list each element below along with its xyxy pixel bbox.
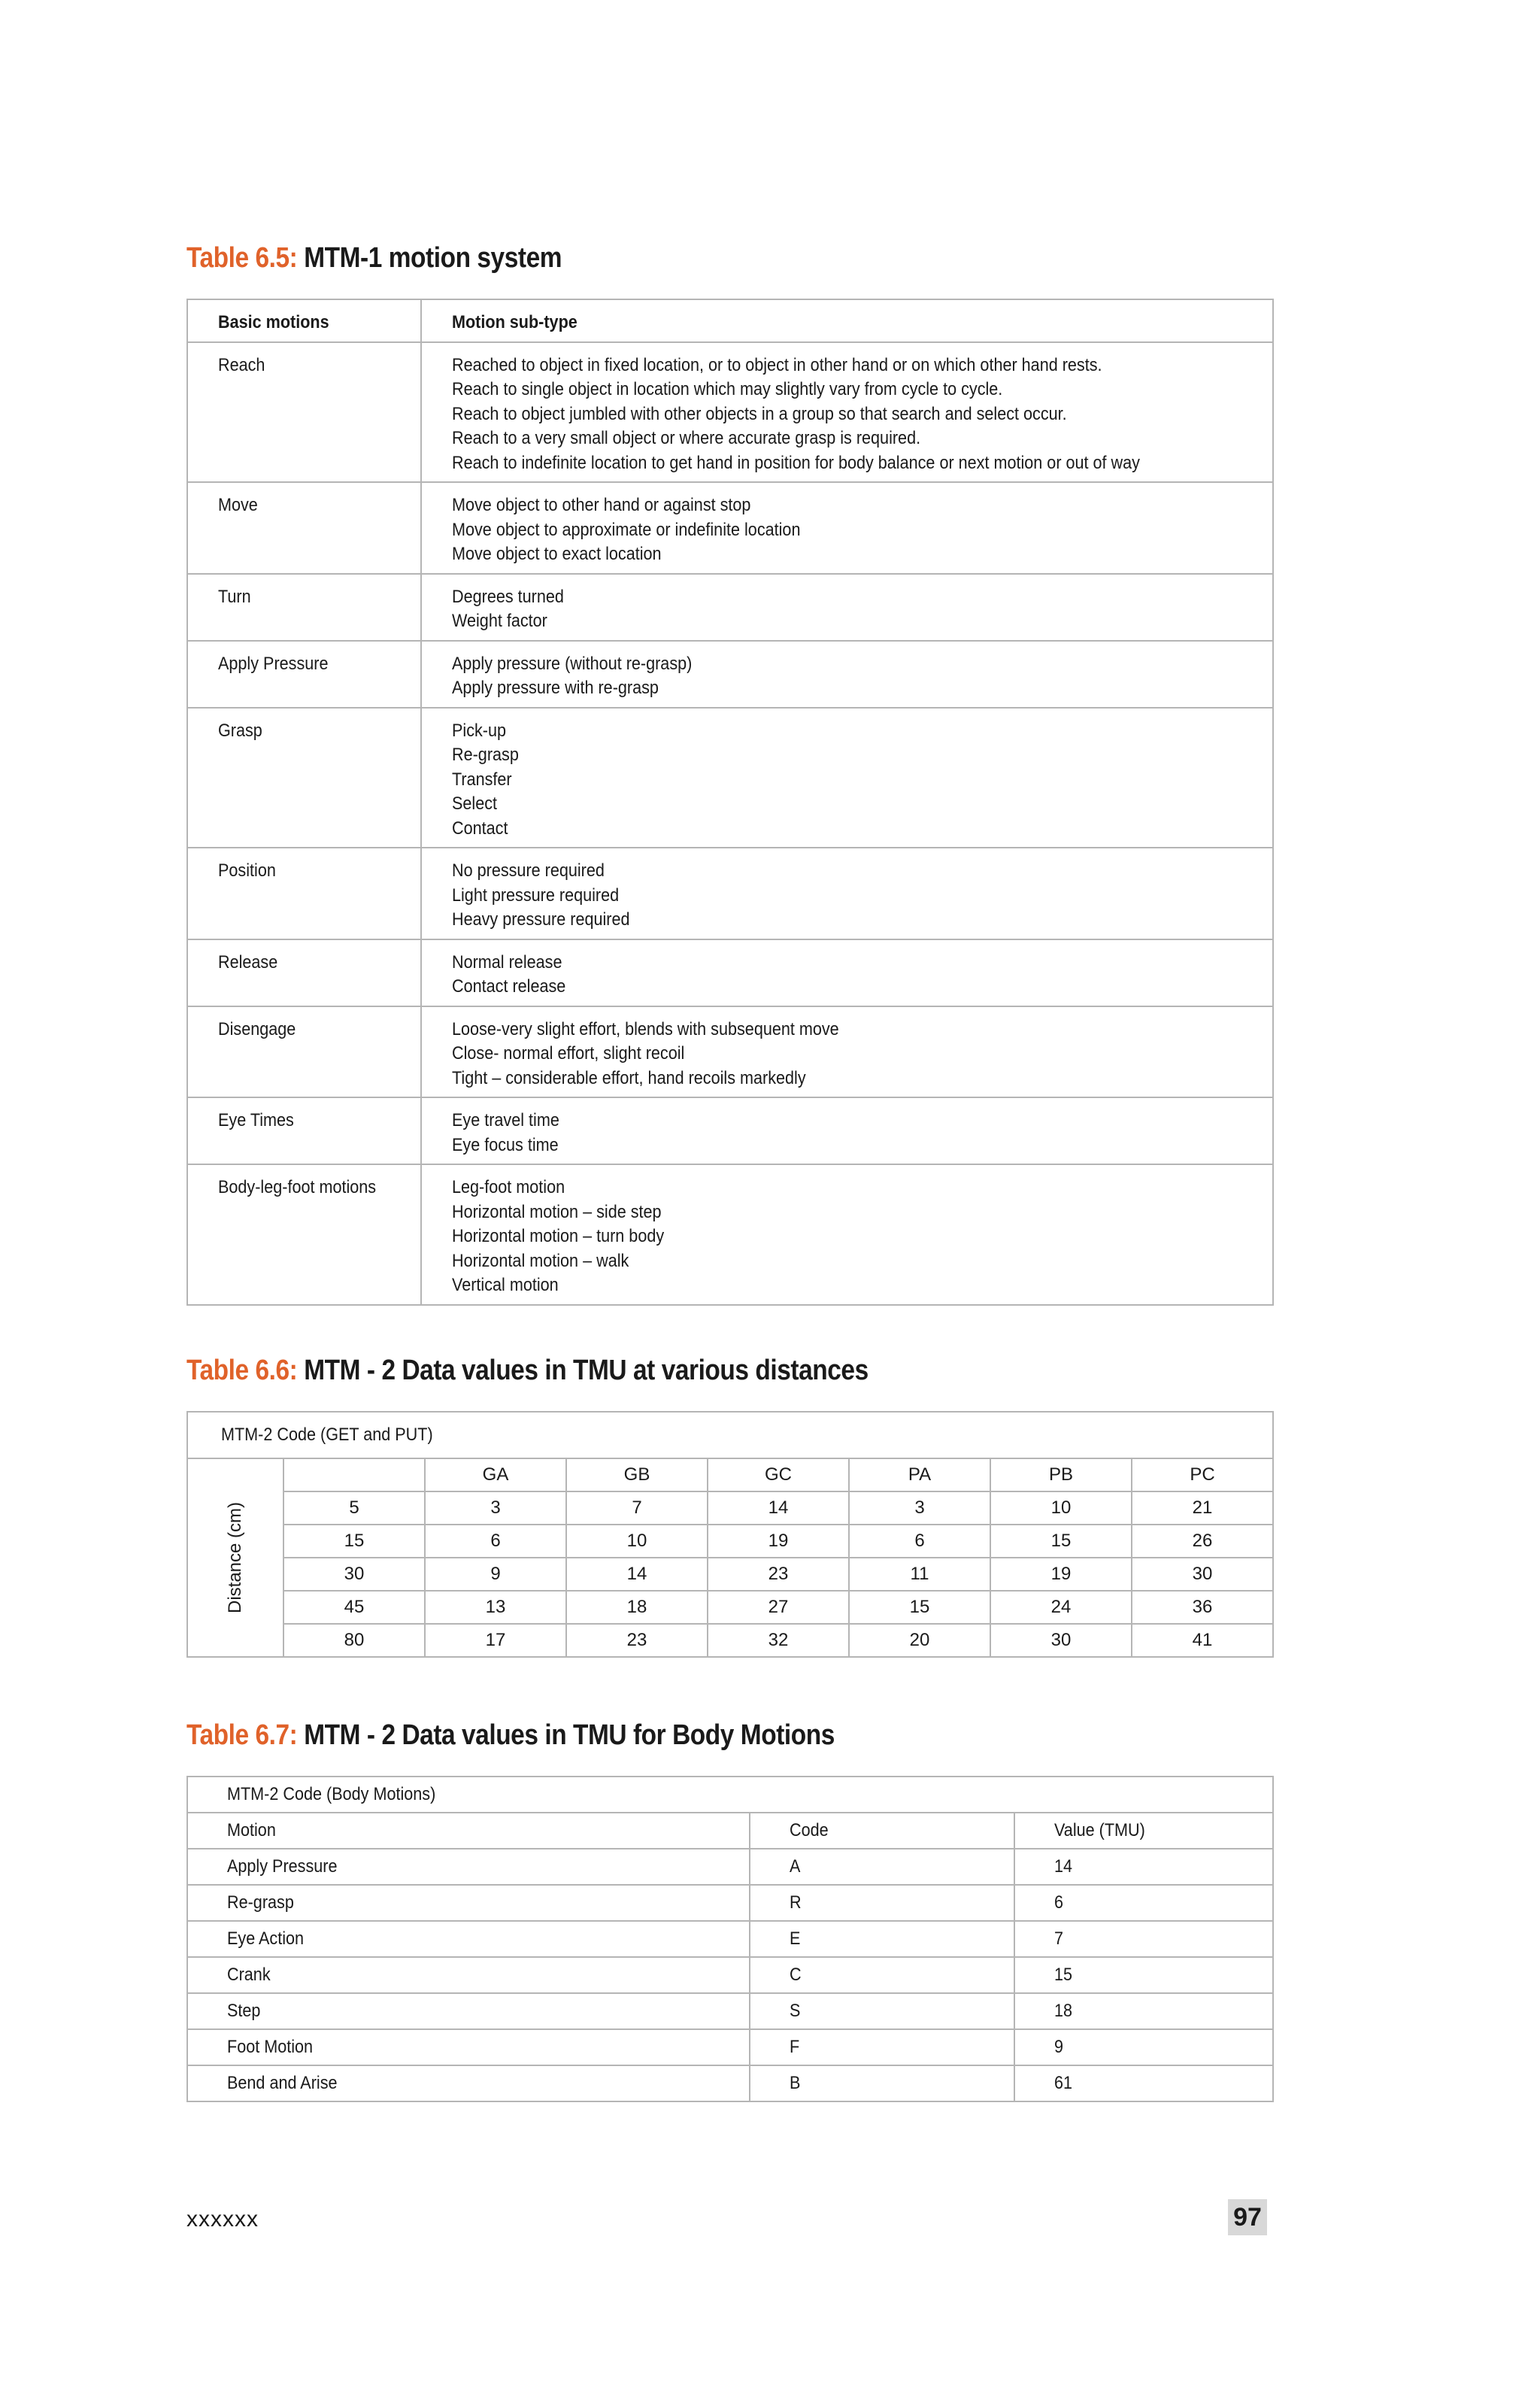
value-cell — [1014, 2065, 1273, 2101]
motion-subtype-line: Horizontal motion – walk — [452, 1250, 629, 1271]
code-cell-text: R — [790, 1892, 802, 1913]
code-cell-text: F — [790, 2037, 800, 2057]
motion-subtype-line: Apply pressure (without re-grasp) — [452, 653, 693, 674]
motion-subtype-line: Select — [452, 793, 498, 814]
table-row — [187, 708, 1273, 848]
column-header-ga: GA — [425, 1458, 566, 1491]
value-cell — [1014, 1849, 1273, 1885]
code-cell-text: E — [790, 1928, 801, 1949]
table-header-row — [187, 1813, 1273, 1849]
value-cell: 11 — [849, 1558, 990, 1591]
table-6-6-label: Table 6.6: — [186, 1355, 298, 1386]
motion-subtype-line: Eye travel time — [452, 1110, 559, 1130]
value-cell: 3 — [425, 1491, 566, 1525]
table-6-7-caption — [186, 1719, 835, 1752]
table-row — [187, 574, 1273, 641]
code-cell-text: S — [790, 2001, 801, 2021]
code-cell — [750, 1921, 1014, 1957]
motion-cell — [187, 1993, 750, 2029]
value-cell: 19 — [708, 1525, 849, 1558]
motion-subtype-line: Reach to a very small object or where accurate grasp is required. — [452, 428, 921, 448]
header-motion: Motion — [187, 1813, 750, 1849]
column-header-pb: PB — [990, 1458, 1132, 1491]
value-cell: 14 — [708, 1491, 849, 1525]
code-cell — [750, 1993, 1014, 2029]
table-row — [187, 939, 1273, 1006]
table-6-7-title: MTM - 2 Data values in TMU for Body Motions — [304, 1719, 835, 1751]
value-cell: 19 — [990, 1558, 1132, 1591]
header-code: Code — [750, 1813, 1014, 1849]
motion-cell-text: Eye Action — [227, 1928, 305, 1949]
motion-cell — [187, 1957, 750, 1993]
value-cell — [1014, 1957, 1273, 1993]
basic-motion-cell — [187, 939, 421, 1006]
mtm2-distance-table — [186, 1411, 1274, 1658]
value-cell: 27 — [708, 1591, 849, 1624]
basic-motion-label: Body-leg-foot motions — [218, 1177, 377, 1197]
table-row — [187, 1164, 1273, 1305]
basic-motion-label: Reach — [218, 354, 265, 375]
motion-cell-text: Re-grasp — [227, 1892, 294, 1913]
table-row — [187, 2065, 1273, 2101]
value-cell: 3 — [849, 1491, 990, 1525]
table-row — [187, 342, 1273, 483]
distance-cell: 80 — [283, 1624, 425, 1657]
table-row — [187, 1993, 1273, 2029]
basic-motion-label: Move — [218, 495, 258, 515]
motion-cell — [187, 1921, 750, 1957]
value-cell: 15 — [849, 1591, 990, 1624]
motion-cell — [187, 1849, 750, 1885]
table-6-6-title: MTM - 2 Data values in TMU at various distances — [304, 1355, 869, 1386]
motion-subtype-line: Move object to approximate or indefinite location — [452, 519, 801, 540]
motion-cell-text: Bend and Arise — [227, 2073, 338, 2093]
table-row — [187, 1921, 1273, 1957]
basic-motion-label: Grasp — [218, 720, 262, 741]
motion-subtype-line: Leg-foot motion — [452, 1177, 565, 1197]
motion-subtype-line: Light pressure required — [452, 885, 620, 906]
motion-cell-text: Foot Motion — [227, 2037, 314, 2057]
basic-motion-cell — [187, 708, 421, 848]
table-6-5-label: Table 6.5: — [186, 242, 298, 274]
code-cell-text: A — [790, 1856, 801, 1877]
motion-cell — [187, 2065, 750, 2101]
value-cell-text: 14 — [1054, 1856, 1073, 1877]
value-cell-text: 6 — [1054, 1892, 1064, 1913]
table-row — [187, 1885, 1273, 1921]
table-row — [187, 1097, 1273, 1164]
footer-text: xxxxxx — [186, 2207, 259, 2232]
value-cell: 10 — [990, 1491, 1132, 1525]
table-row — [187, 482, 1273, 574]
code-cell — [750, 1957, 1014, 1993]
motion-subtype-cell — [421, 848, 1273, 939]
header-value: Value (TMU) — [1014, 1813, 1273, 1849]
table-row — [187, 1624, 1273, 1657]
value-cell-text: 9 — [1054, 2037, 1064, 2057]
page-number: 97 — [1228, 2199, 1267, 2235]
basic-motion-label: Eye Times — [218, 1110, 294, 1130]
motion-cell-text: Crank — [227, 1965, 271, 1985]
value-cell: 10 — [566, 1525, 708, 1558]
value-cell: 32 — [708, 1624, 849, 1657]
basic-motion-cell — [187, 641, 421, 708]
table-6-7-label: Table 6.7: — [186, 1719, 298, 1751]
motion-subtype-line: Move object to exact location — [452, 544, 662, 564]
motion-subtype-line: Apply pressure with re-grasp — [452, 678, 659, 698]
motion-subtype-cell — [421, 342, 1273, 483]
motion-subtype-cell — [421, 1164, 1273, 1305]
basic-motion-label: Release — [218, 951, 278, 973]
column-header-row — [187, 1458, 1273, 1491]
motion-subtype-line: Contact release — [452, 976, 566, 997]
table-row — [187, 2029, 1273, 2065]
motion-subtype-line: Normal release — [452, 951, 562, 973]
value-cell — [1014, 1921, 1273, 1957]
basic-motion-label: Turn — [218, 586, 251, 607]
basic-motion-cell — [187, 1164, 421, 1305]
motion-subtype-line: Heavy pressure required — [452, 909, 630, 930]
value-cell — [1014, 2029, 1273, 2065]
table-6-6-caption — [186, 1355, 869, 1387]
basic-motion-label: Position — [218, 860, 276, 881]
motion-subtype-line: Transfer — [452, 769, 512, 790]
value-cell: 21 — [1132, 1491, 1273, 1525]
column-header-pa: PA — [849, 1458, 990, 1491]
motion-cell — [187, 1885, 750, 1921]
table-row — [187, 1006, 1273, 1098]
value-cell: 6 — [425, 1525, 566, 1558]
motion-subtype-line: Reach to indefinite location to get hand in position for body balance or next motion or out of way — [452, 452, 1140, 473]
mtm2-code-header: MTM-2 Code (GET and PUT) — [187, 1412, 1273, 1458]
basic-motion-label: Apply Pressure — [218, 653, 329, 674]
value-cell: 18 — [566, 1591, 708, 1624]
basic-motion-cell — [187, 482, 421, 574]
code-cell-text: B — [790, 2073, 801, 2093]
motion-subtype-line: Eye focus time — [452, 1134, 559, 1155]
table-6-5-caption — [186, 242, 562, 275]
motion-subtype-line: Pick-up — [452, 720, 507, 741]
value-cell: 30 — [990, 1624, 1132, 1657]
header-motion-subtype: Motion sub-type — [421, 299, 1273, 342]
motion-subtype-line: No pressure required — [452, 860, 605, 881]
code-cell — [750, 1849, 1014, 1885]
body-motions-code-header: MTM-2 Code (Body Motions) — [187, 1777, 1273, 1813]
value-cell-text: 61 — [1054, 2073, 1073, 2093]
mtm1-motion-table — [186, 299, 1274, 1306]
motion-subtype-cell — [421, 574, 1273, 641]
table-row — [187, 1957, 1273, 1993]
value-cell: 17 — [425, 1624, 566, 1657]
table-row — [187, 1558, 1273, 1591]
motion-subtype-line: Loose-very slight effort, blends with subsequent move — [452, 1018, 839, 1039]
distance-header-cell — [283, 1458, 425, 1491]
motion-subtype-cell — [421, 1097, 1273, 1164]
table-row — [187, 1491, 1273, 1525]
value-cell: 14 — [566, 1558, 708, 1591]
distance-cell: 5 — [283, 1491, 425, 1525]
distance-cell: 45 — [283, 1591, 425, 1624]
motion-subtype-cell — [421, 708, 1273, 848]
basic-motion-cell — [187, 574, 421, 641]
code-header-row — [187, 1777, 1273, 1813]
value-cell: 6 — [849, 1525, 990, 1558]
table-row — [187, 1591, 1273, 1624]
motion-subtype-line: Reach to object jumbled with other objects in a group so that search and select occur. — [452, 403, 1067, 424]
motion-subtype-line: Horizontal motion – side step — [452, 1201, 662, 1222]
value-cell: 20 — [849, 1624, 990, 1657]
motion-subtype-cell — [421, 939, 1273, 1006]
value-cell: 15 — [990, 1525, 1132, 1558]
motion-subtype-line: Reached to object in fixed location, or to object in other hand or on which other hand rests. — [452, 354, 1102, 375]
table-row — [187, 641, 1273, 708]
basic-motion-label: Disengage — [218, 1018, 296, 1039]
table-row — [187, 1849, 1273, 1885]
column-header-pc: PC — [1132, 1458, 1273, 1491]
motion-subtype-line: Vertical motion — [452, 1275, 559, 1295]
motion-subtype-line: Close- normal effort, slight recoil — [452, 1043, 685, 1064]
table-row — [187, 848, 1273, 939]
motion-subtype-line: Degrees turned — [452, 586, 564, 607]
value-cell: 30 — [1132, 1558, 1273, 1591]
basic-motion-cell — [187, 1097, 421, 1164]
table-6-5-title: MTM-1 motion system — [304, 242, 562, 274]
motion-subtype-line: Contact — [452, 818, 508, 839]
distance-cell: 30 — [283, 1558, 425, 1591]
value-cell: 24 — [990, 1591, 1132, 1624]
value-cell: 7 — [566, 1491, 708, 1525]
motion-cell — [187, 2029, 750, 2065]
column-header-gc: GC — [708, 1458, 849, 1491]
value-cell: 23 — [708, 1558, 849, 1591]
motion-subtype-line: Re-grasp — [452, 745, 519, 765]
motion-cell-text: Step — [227, 2001, 261, 2021]
value-cell-text: 7 — [1054, 1928, 1064, 1949]
value-cell-text: 15 — [1054, 1965, 1073, 1985]
basic-motion-cell — [187, 1006, 421, 1098]
code-header-row — [187, 1412, 1273, 1458]
column-header-gb: GB — [566, 1458, 708, 1491]
motion-subtype-cell — [421, 482, 1273, 574]
value-cell-text: 18 — [1054, 2001, 1073, 2021]
motion-subtype-cell — [421, 641, 1273, 708]
header-basic-motions: Basic motions — [187, 299, 421, 342]
motion-subtype-line: Reach to single object in location which may slightly vary from cycle to cycle. — [452, 379, 1003, 399]
motion-subtype-line: Tight – considerable effort, hand recoils markedly — [452, 1067, 806, 1088]
mtm2-body-motions-table — [186, 1776, 1274, 2102]
motion-subtype-line: Horizontal motion – turn body — [452, 1226, 665, 1246]
code-cell — [750, 2065, 1014, 2101]
motion-subtype-line: Weight factor — [452, 611, 547, 631]
code-cell — [750, 1885, 1014, 1921]
code-cell-text: C — [790, 1965, 802, 1985]
basic-motion-cell — [187, 848, 421, 939]
value-cell — [1014, 1993, 1273, 2029]
table-row — [187, 1525, 1273, 1558]
value-cell: 13 — [425, 1591, 566, 1624]
code-cell — [750, 2029, 1014, 2065]
value-cell — [1014, 1885, 1273, 1921]
value-cell: 9 — [425, 1558, 566, 1591]
distance-axis-label: Distance (cm) — [225, 1501, 245, 1614]
motion-cell-text: Apply Pressure — [227, 1856, 338, 1877]
distance-axis-cell — [187, 1458, 283, 1657]
motion-subtype-cell — [421, 1006, 1273, 1098]
value-cell: 36 — [1132, 1591, 1273, 1624]
basic-motion-cell — [187, 342, 421, 483]
distance-cell: 15 — [283, 1525, 425, 1558]
table-header-row — [187, 299, 1273, 342]
motion-subtype-line: Move object to other hand or against stop — [452, 495, 751, 515]
value-cell: 26 — [1132, 1525, 1273, 1558]
value-cell: 23 — [566, 1624, 708, 1657]
value-cell: 41 — [1132, 1624, 1273, 1657]
